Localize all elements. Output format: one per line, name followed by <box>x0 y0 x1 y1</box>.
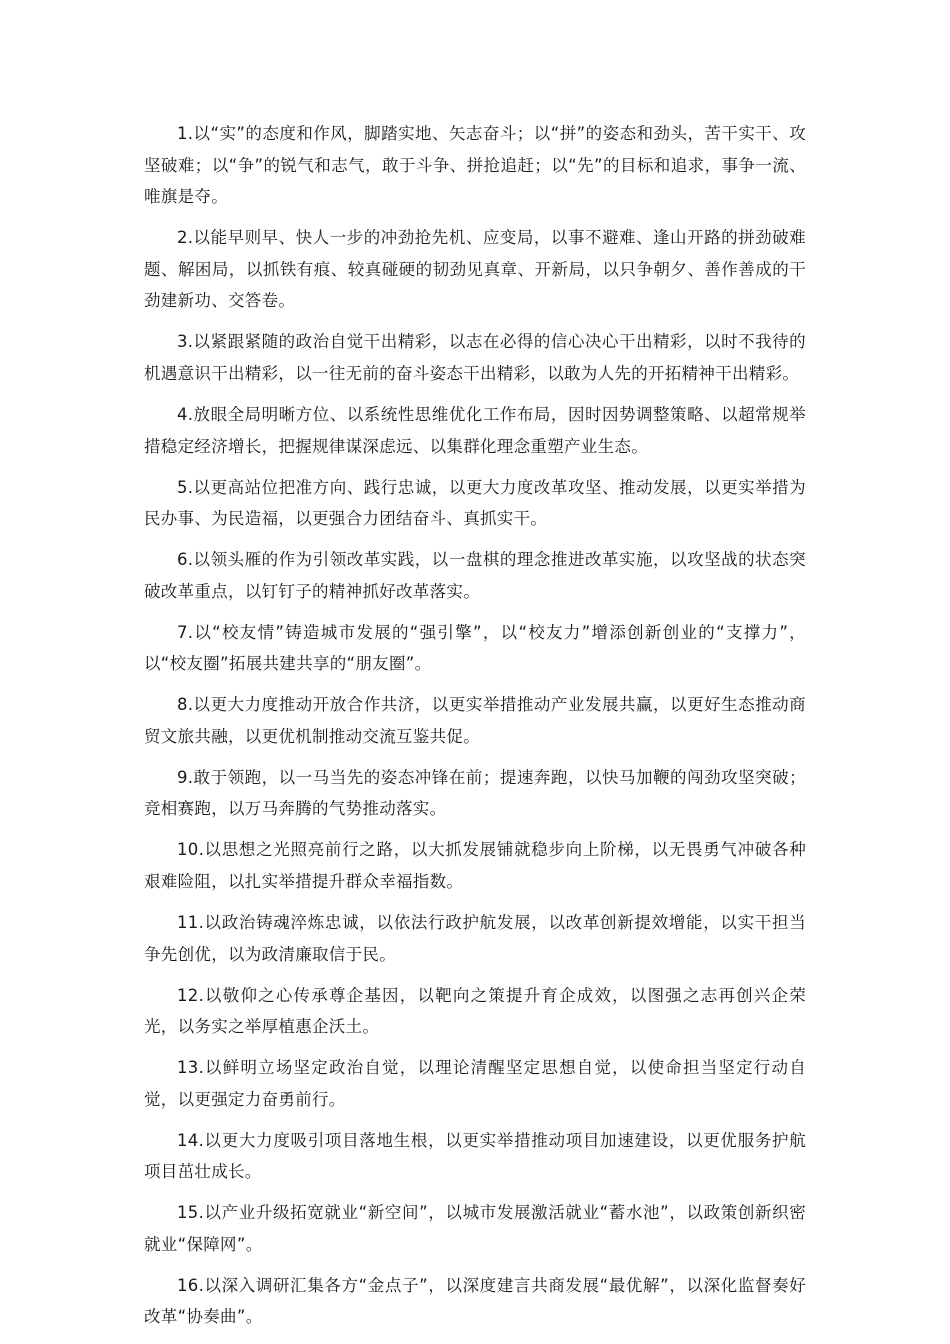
paragraph-15: 15.以产业升级拓宽就业“新空间”，以城市发展激活就业“蓄水池”，以政策创新织密就业“保障网”。 <box>144 1203 806 1254</box>
paragraph-9: 9.敢于领跑，以一马当先的姿态冲锋在前；提速奔跑，以快马加鞭的闯劲攻坚突破；竞相赛跑，以万马奔腾的气势推动落实。 <box>144 767 806 819</box>
paragraph-5: 5.以更高站位把准方向、践行忠诚，以更大力度改革攻坚、推动发展，以更实举措为民办事、为民造福，以更强合力团结奋斗、真抓实干。 <box>144 477 806 529</box>
paragraph-12: 12.以敬仰之心传承尊企基因，以靶向之策提升育企成效，以图强之志再创兴企荣光，以务实之举厚植惠企沃土。 <box>144 985 806 1037</box>
paragraph-11: 11.以政治铸魂淬炼忠诚，以依法行政护航发展，以改革创新提效增能，以实干担当争先创优，以为政清廉取信于民。 <box>144 912 806 964</box>
paragraph-2: 2.以能早则早、快人一步的冲劲抢先机、应变局，以事不避难、逢山开路的拼劲破难题、解困局，以抓铁有痕、较真碰硬的韧劲见真章、开新局，以只争朝夕、善作善成的干劲建新功、交答卷。 <box>144 228 806 311</box>
document-body <box>144 118 806 1342</box>
paragraph-13: 13.以鲜明立场坚定政治自觉，以理论清醒坚定思想自觉，以使命担当坚定行动自觉，以更强定力奋勇前行。 <box>144 1058 806 1109</box>
paragraph-14: 14.以更大力度吸引项目落地生根，以更实举措推动项目加速建设，以更优服务护航项目茁壮成长。 <box>144 1130 806 1182</box>
paragraph-4: 4.放眼全局明晰方位、以系统性思维优化工作布局，因时因势调整策略、以超常规举措稳定经济增长，把握规律谋深虑远、以集群化理念重塑产业生态。 <box>144 404 806 456</box>
paragraph-3: 3.以紧跟紧随的政治自觉干出精彩，以志在必得的信心决心干出精彩，以时不我待的机遇意识干出精彩，以一往无前的奋斗姿态干出精彩，以敢为人先的开拓精神干出精彩。 <box>144 332 806 383</box>
paragraph-10: 10.以思想之光照亮前行之路，以大抓发展铺就稳步向上阶梯，以无畏勇气冲破各种艰难险阻，以扎实举措提升群众幸福指数。 <box>144 840 806 891</box>
paragraph-8: 8.以更大力度推动开放合作共济，以更实举措推动产业发展共赢，以更好生态推动商贸文旅共融，以更优机制推动交流互鉴共促。 <box>144 695 806 746</box>
paragraph-1: 1.以“实”的态度和作风，脚踏实地、矢志奋斗；以“拼”的姿态和劲头，苦干实干、攻坚破难；以“争”的锐气和志气，敢于斗争、拼抢追赶；以“先”的目标和追求，事争一流、唯旗是夺。 <box>144 124 806 207</box>
paragraph-7: 7.以“校友情”铸造城市发展的“强引擎”，以“校友力”增添创新创业的“支撑力”，以“校友圈”拓展共建共享的“朋友圈”。 <box>144 622 806 674</box>
paragraph-16: 16.以深入调研汇集各方“金点子”，以深度建言共商发展“最优解”，以深化监督奏好改革“协奏曲”。 <box>144 1275 806 1327</box>
paragraph-6: 6.以领头雁的作为引领改革实践，以一盘棋的理念推进改革实施，以攻坚战的状态突破改革重点，以钉钉子的精神抓好改革落实。 <box>144 550 806 601</box>
